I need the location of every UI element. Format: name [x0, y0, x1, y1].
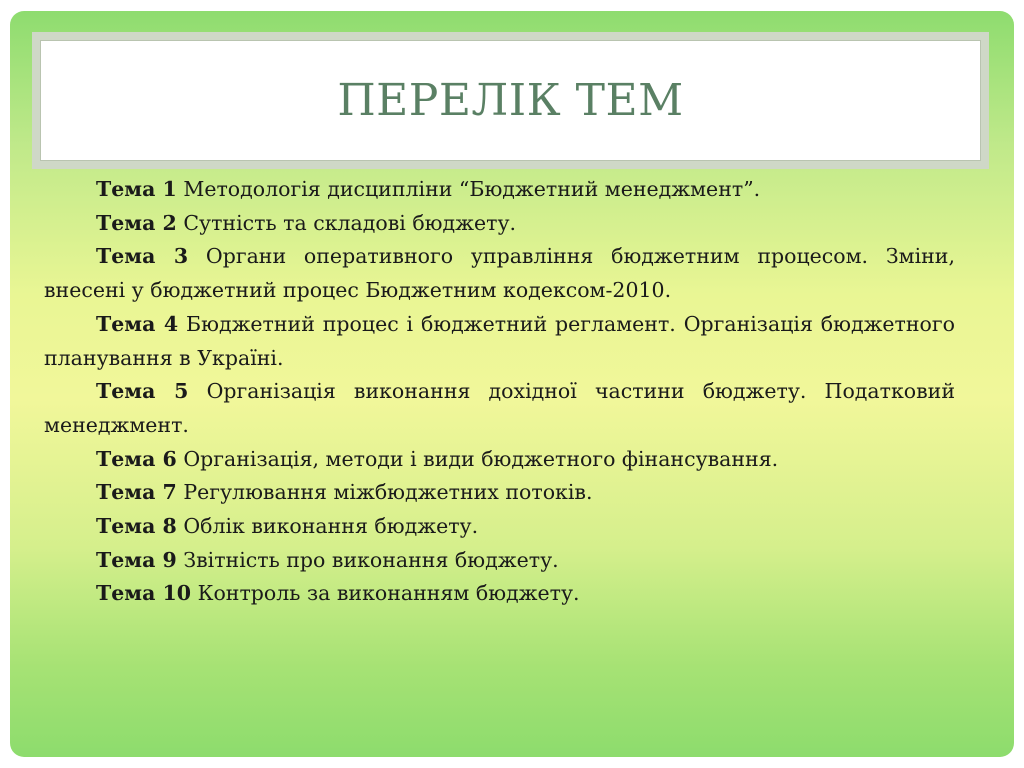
topic-label: Тема 5 [96, 379, 189, 404]
topic-label: Тема 7 [96, 480, 177, 505]
topic-text: Методологія дисципліни “Бюджетний менеджмент”. [183, 177, 761, 201]
topic-item [44, 240, 955, 307]
topic-list [44, 173, 955, 611]
topic-label: Тема 1 [96, 177, 177, 201]
topic-item [44, 443, 955, 477]
topic-text: Облік виконання бюджету. [183, 514, 479, 539]
topic-text: Організація виконання дохідної частини бюджету. Податковий менеджмент. [44, 379, 955, 437]
topic-text: Органи оперативного управління бюджетним процесом. Зміни, внесені у бюджетний процес Бюджетним кодексом-2010. [44, 244, 955, 303]
topic-label: Тема 6 [96, 446, 177, 471]
topic-label: Тема 9 [96, 547, 177, 572]
topic-item [44, 510, 955, 544]
topic-text: Організація, методи і види бюджетного фінансування. [183, 446, 779, 471]
title-box [32, 32, 989, 169]
slide [10, 11, 1014, 757]
topic-item [44, 544, 955, 578]
topic-item [44, 207, 955, 241]
slide-title: ПЕРЕЛІК ТЕМ [337, 75, 684, 126]
topic-text: Контроль за виконанням бюджету. [197, 581, 580, 606]
topic-label: Тема 2 [96, 210, 177, 235]
topic-item [44, 577, 955, 611]
topic-text: Бюджетний процес і бюджетний регламент. Організація бюджетного планування в Україні. [44, 311, 955, 370]
topic-item [44, 173, 955, 207]
topic-text: Звітність про виконання бюджету. [183, 547, 559, 572]
topic-text: Регулювання міжбюджетних потоків. [183, 480, 593, 505]
topic-item [44, 476, 955, 510]
topic-item [44, 308, 955, 375]
topic-label: Тема 3 [96, 244, 189, 269]
topic-label: Тема 10 [96, 581, 192, 606]
topic-item [44, 375, 955, 442]
topic-text: Сутність та складові бюджету. [183, 210, 517, 235]
topic-label: Тема 8 [96, 514, 177, 539]
topic-label: Тема 4 [96, 311, 179, 336]
